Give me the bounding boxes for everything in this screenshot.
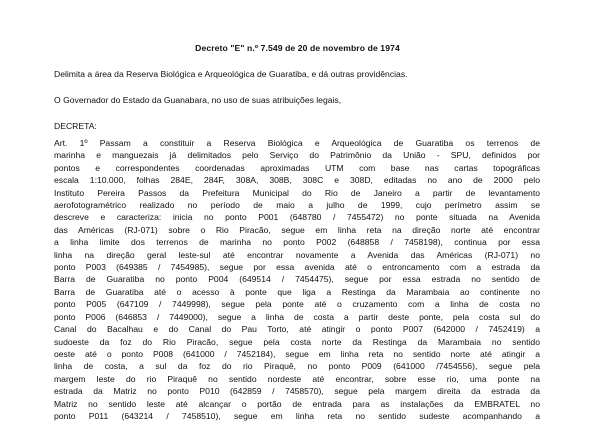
decree-summary: Delimita a área da Reserva Biológica e Arqueológica de Guaratiba, e dá outras providências. [54, 69, 408, 79]
article-1-paragraph [54, 137, 540, 422]
article-line: linha de costa, a sul da foz do rio Piraquê, no ponto P009 (641000 /7454556), segue pela [54, 361, 540, 372]
article-line: Art. 1º Passam a constituir a Reserva Biológica e Arqueológica de Guaratiba os terrenos de [54, 138, 540, 148]
article-line: Instituto Pereira Passos da Prefeitura Municipal do Rio de Janeiro a partir de levantamento [54, 187, 540, 198]
decree-title: Decreto "E" n.º 7.549 de 20 de novembro de 1974 [195, 43, 400, 53]
article-line: Barra de Guaratiba até o acesso à ponte que liga a Restinga da Marambaia ao continente no [54, 286, 540, 297]
article-line: ponto P006 (646853 / 7449000), segue a linha de costa a partir deste ponte, pela costa sul do [54, 311, 540, 322]
article-line: pontos e correspondentes coordenadas aproximadas UTM com base nas cartas topográficas [54, 162, 540, 173]
article-line: ponto P005 (647109 / 7449998), segue pela ponte até o cruzamento com a linha de costa no [54, 299, 540, 310]
article-line: Canal do Bacalhau e do Canal do Pau Torto, até atingir o ponto P007 (642000 / 7452419) a [54, 324, 540, 335]
article-line: sudoeste da foz do Rio Piracão, segue pela costa norte da Restinga da Marambaia no sentido [54, 336, 540, 347]
article-line: marinha e manguezais já delimitados pelo Serviço do Patrimônio da União - SPU, definidos por [54, 150, 540, 161]
article-line: margem leste do rio Piraquê no sentido nordeste até encontrar, sobre esse rio, uma ponte na [54, 373, 540, 384]
article-line: descreve e caracteriza: inicia no ponto P001 (648780 / 7455472) no ponte situada na Avenida [54, 212, 540, 223]
article-line: a linha limite dos terrenos de marinha no ponto P002 (648858 / 7458198), continua por essa [54, 237, 540, 248]
article-line: ponto P003 (649385 / 7454985), segue por essa avenida até o entroncamento com a estrada da [54, 262, 540, 273]
decreta-heading: DECRETA: [54, 121, 97, 131]
article-line: estrada da Matriz no ponto P010 (642859 / 7458570), segue pela margem direita da estrada da [54, 386, 540, 397]
decree-preamble: O Governador do Estado da Guanabara, no uso de suas atribuições legais, [54, 95, 342, 105]
article-line: linha na direção geral leste-sul até encontrar novamente a Avenida das Américas (RJ-071) no [54, 249, 540, 260]
article-line: escala 1:10.000, folhas 284E, 284F, 308A, 308B, 308C e 308D, editadas no ano de 2000 pelo [54, 175, 540, 186]
article-line: oeste até o ponto P008 (641000 / 7452184), segue em linha reta no sentido norte até atingir a [54, 348, 540, 359]
article-line: das Américas (RJ-071) sobre o Rio Piracão, segue em linha reta na direção norte até encontrar [54, 224, 540, 235]
article-line: ponto P011 (643214 / 7458510), segue em linha reta no sentido sudeste acompanhando a [54, 410, 540, 421]
article-line: Barra de Guaratiba no ponto P004 (649514 / 7454475), segue por essa estrada no sentido de [54, 274, 540, 285]
article-line: Matriz no sentido leste até alcançar o portão de entrada para as instalações da EMBRATEL no [54, 398, 540, 409]
article-line: aerofotogramétrico realizado no período de maio a julho de 1999, cujo perímetro assim se [54, 200, 540, 211]
